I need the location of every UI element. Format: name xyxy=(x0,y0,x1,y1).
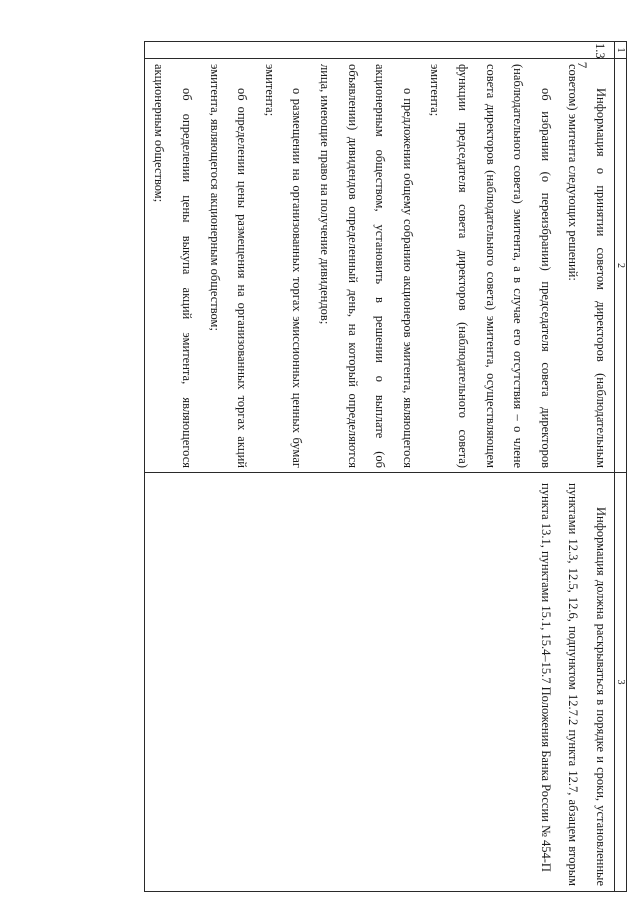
page-number: 7 xyxy=(575,61,590,69)
table-row xyxy=(144,42,614,892)
description-paragraph: об избрании (о переизбрании) председателя совета директоров (наблюдательного совета) эмитента, а в случае его отсутствия – о члене совета директоров (наблюдательного совета) эмитента, осуществляющем функции председателя совета директоров (наблюдательного совета) эмитента; xyxy=(428,64,553,468)
row-number: 1.3 xyxy=(144,42,614,59)
rotated-landscape-content xyxy=(27,41,627,891)
table-header-row xyxy=(615,42,627,892)
column-header-3: 3 xyxy=(615,473,627,892)
description-paragraph: о предложении общему собранию акционеров эмитента, являющегося акционерным обществом, установить в решении о выплате (об объявлении) дивидендов определенный день, на который определяются лица, имеющие право на получение дивидендов; xyxy=(318,64,415,468)
description-paragraph: Информация о принятии советом директоров (наблюдательным советом) эмитента следующих решений: xyxy=(566,64,608,468)
disclosure-text: Информация должна раскрываться в порядке и сроки, установленные пунктами 12.3, 12.5, 12.6, подпунктом 12.7.2 пункта 12.7, абзацем вторым пункта 13.1, пунктами 15.1, 15.4–15.7 Положения Банка России № 454-П xyxy=(538,483,608,886)
disclosure-cell xyxy=(144,473,614,892)
description-paragraph: о размещении на организованных торгах эмиссионных ценных бумаг эмитента; xyxy=(262,64,305,468)
column-header-2: 2 xyxy=(615,59,627,473)
disclosure-table xyxy=(144,41,627,892)
description-paragraph: об определении цены выкупа акций эмитента, являющегося акционерным обществом; xyxy=(152,64,195,468)
description-cell xyxy=(144,59,614,473)
column-header-1: 1 xyxy=(615,42,627,59)
description-paragraph: об определении цены размещения на организованных торгах акций эмитента, являющегося акционерным обществом; xyxy=(207,64,250,468)
